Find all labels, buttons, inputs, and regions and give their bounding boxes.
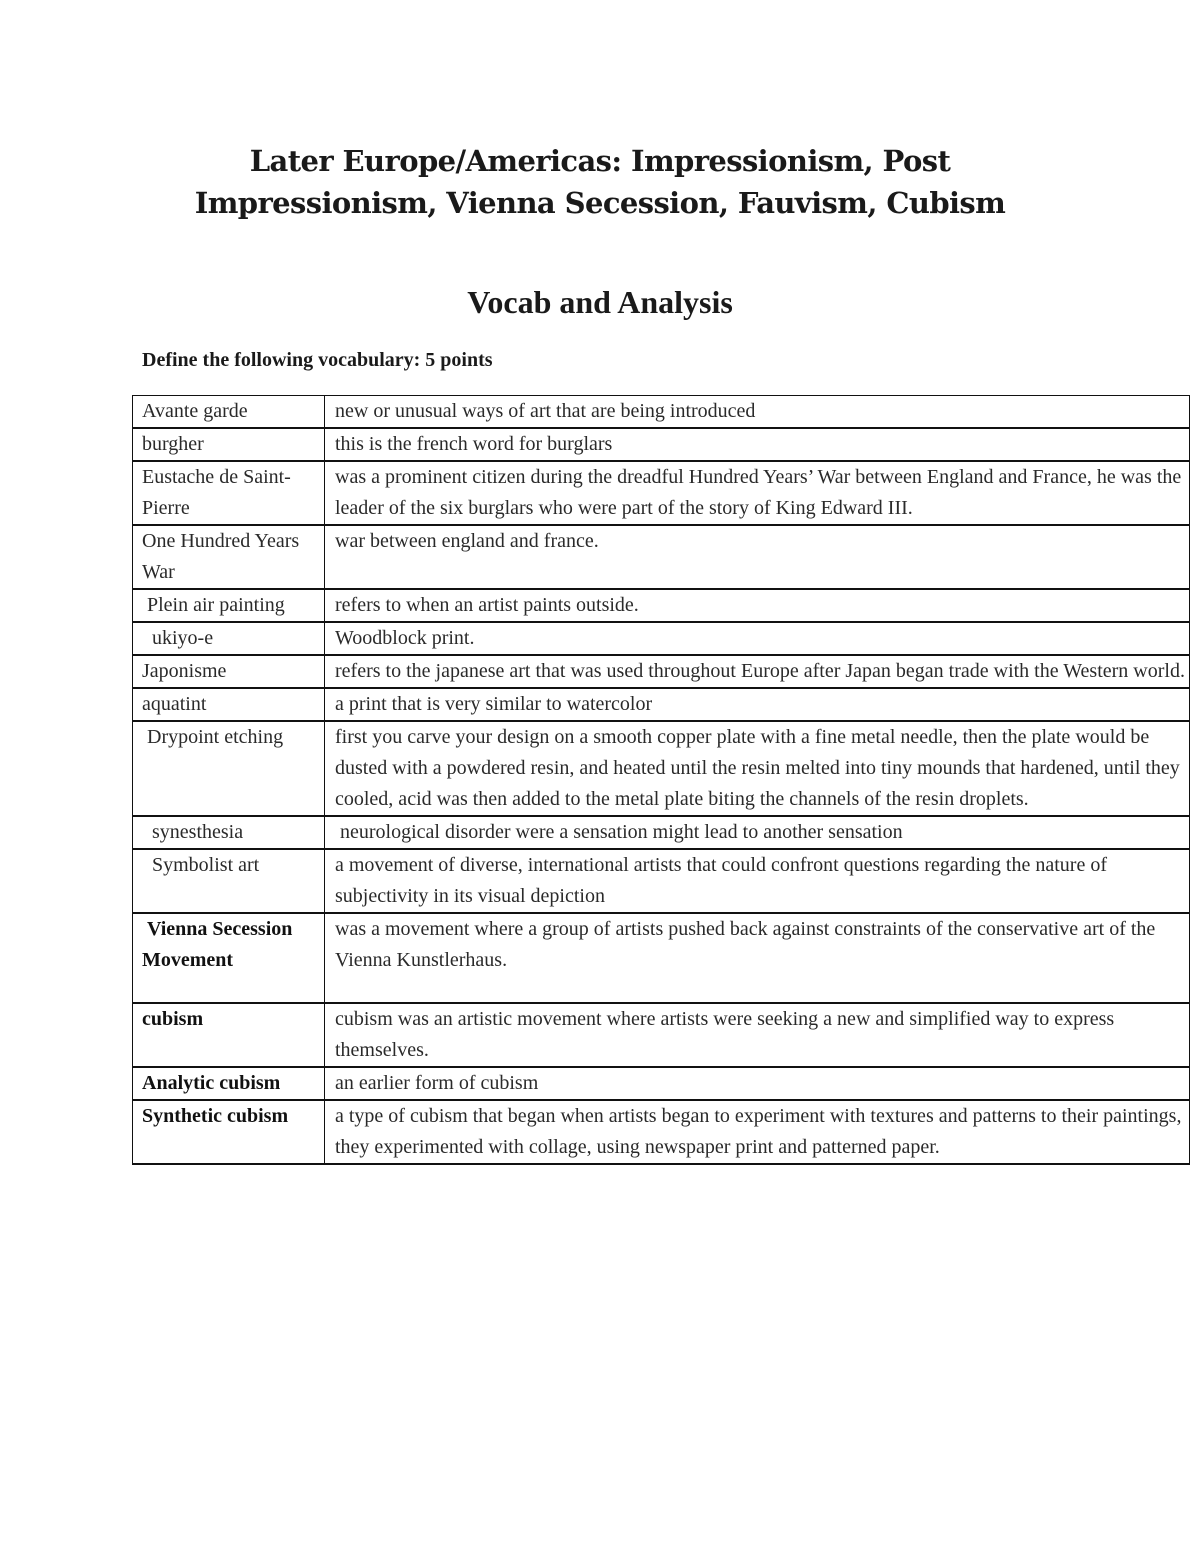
table-row — [133, 655, 1190, 688]
table-row — [133, 721, 1190, 816]
vocab-term: cubism — [133, 1003, 325, 1067]
vocab-term: synesthesia — [133, 816, 325, 849]
table-row — [133, 1100, 1190, 1164]
vocab-definition: a type of cubism that began when artists began to experiment with textures and patterns to their paintings, they experimented with collage, using newspaper print and patterned paper. — [325, 1100, 1190, 1164]
vocab-term: Japonisme — [133, 655, 325, 688]
table-row — [133, 396, 1190, 429]
vocab-definition: a movement of diverse, international artists that could confront questions regarding the nature of subjectivity in its visual depiction — [325, 849, 1190, 913]
table-row — [133, 849, 1190, 913]
vocab-term: burgher — [133, 428, 325, 461]
vocab-definition: cubism was an artistic movement where artists were seeking a new and simplified way to express themselves. — [325, 1003, 1190, 1067]
vocab-term: Plein air painting — [133, 589, 325, 622]
instructions-text: Define the following vocabulary: 5 points — [142, 349, 493, 371]
vocab-term: Analytic cubism — [133, 1067, 325, 1100]
table-row — [133, 589, 1190, 622]
vocab-definition: new or unusual ways of art that are being introduced — [325, 396, 1190, 429]
vocab-term: Avante garde — [133, 396, 325, 429]
table-row — [133, 688, 1190, 721]
table-row — [133, 1067, 1190, 1100]
vocab-term: Eustache de Saint-Pierre — [133, 461, 325, 525]
vocab-term: aquatint — [133, 688, 325, 721]
vocab-definition: was a prominent citizen during the dreadful Hundred Years’ War between England and France, he was the leader of the six burglars who were part of the story of King Edward III. — [325, 461, 1190, 525]
title-line-1: Later Europe/Americas: Impressionism, Post — [249, 144, 951, 178]
vocab-term: Synthetic cubism — [133, 1100, 325, 1164]
vocab-definition: refers to the japanese art that was used throughout Europe after Japan began trade with the Western world. — [325, 655, 1190, 688]
vocab-term: Symbolist art — [133, 849, 325, 913]
vocab-definition: a print that is very similar to watercolor — [325, 688, 1190, 721]
table-row — [133, 816, 1190, 849]
vocab-definition: refers to when an artist paints outside. — [325, 589, 1190, 622]
vocab-term: ukiyo-e — [133, 622, 325, 655]
vocab-definition: neurological disorder were a sensation might lead to another sensation — [325, 816, 1190, 849]
vocab-definition: was a movement where a group of artists pushed back against constraints of the conservative art of the Vienna Kunstlerhaus. — [325, 913, 1190, 1003]
table-row — [133, 428, 1190, 461]
table-row — [133, 1003, 1190, 1067]
vocab-definition: first you carve your design on a smooth copper plate with a fine metal needle, then the plate would be dusted with a powdered resin, and heated until the resin melted into tiny mounds that hardened, until they cooled, acid was then added to the metal plate biting the channels of the resin droplets. — [325, 721, 1190, 816]
table-row — [133, 525, 1190, 589]
table-row — [133, 622, 1190, 655]
vocab-term: Vienna Secession Movement — [133, 913, 325, 1003]
vocab-definition: Woodblock print. — [325, 622, 1190, 655]
document-subtitle: Vocab and Analysis — [467, 284, 733, 320]
document-title — [0, 140, 1200, 224]
vocab-definition: war between england and france. — [325, 525, 1190, 589]
vocab-definition: this is the french word for burglars — [325, 428, 1190, 461]
vocab-table — [132, 395, 1190, 1165]
table-row — [133, 461, 1190, 525]
table-row — [133, 913, 1190, 1003]
vocab-term: Drypoint etching — [133, 721, 325, 816]
vocab-term: One Hundred Years War — [133, 525, 325, 589]
title-line-2: Impressionism, Vienna Secession, Fauvism, Cubism — [194, 186, 1006, 220]
vocab-definition: an earlier form of cubism — [325, 1067, 1190, 1100]
